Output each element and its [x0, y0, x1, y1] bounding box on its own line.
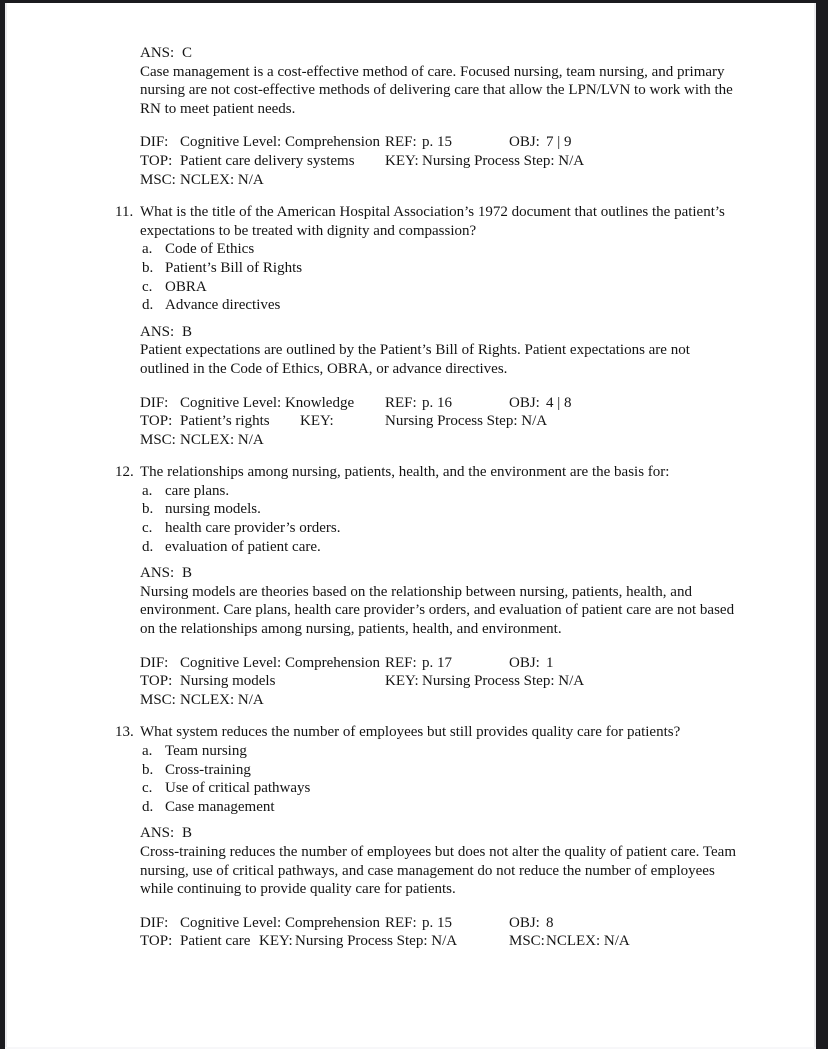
top-label: TOP:	[140, 152, 173, 169]
obj-value: 7 | 9	[546, 134, 572, 151]
question-number: 11.	[115, 204, 134, 221]
option-d	[140, 538, 741, 557]
msc-value: NCLEX: N/A	[180, 171, 264, 188]
option-letter: b.	[142, 259, 154, 276]
answer-block-q10	[140, 44, 741, 118]
option-text: care plans.	[165, 482, 230, 499]
option-text: evaluation of patient care.	[165, 538, 321, 555]
meta-row-dif	[140, 133, 741, 152]
top-value: Nursing models	[180, 673, 276, 690]
question-12	[115, 463, 741, 556]
top-label: TOP:	[140, 933, 173, 950]
answer-block-q11	[140, 323, 741, 379]
answer-value: B	[182, 825, 193, 842]
option-letter: d.	[142, 798, 154, 815]
ref-value: p. 15	[422, 134, 452, 151]
option-b	[140, 500, 741, 519]
msc-label: MSC:	[140, 691, 176, 708]
msc-value: NCLEX: N/A	[180, 431, 264, 448]
viewer-edge-right	[816, 0, 828, 1049]
option-c	[140, 519, 741, 538]
meta-row-top	[140, 672, 741, 691]
answer-line	[140, 44, 741, 63]
answer-value: B	[182, 323, 193, 340]
top-label: TOP:	[140, 413, 173, 430]
top-label: TOP:	[140, 673, 173, 690]
meta-block-q11	[140, 394, 741, 450]
question-text: What is the title of the American Hospital Association’s 1972 document that outlines the patient’s expectations to be treated with dignity and compassion?	[140, 204, 725, 239]
document-content	[115, 44, 741, 951]
option-letter: d.	[142, 538, 154, 555]
option-text: OBRA	[165, 278, 207, 295]
option-text: Cross-training	[165, 761, 251, 778]
key-value: Nursing Process Step: N/A	[385, 413, 548, 430]
meta-row-dif	[140, 914, 741, 933]
option-letter: a.	[142, 241, 153, 258]
obj-value: 8	[546, 914, 554, 931]
option-text: Code of Ethics	[165, 241, 255, 258]
ref-label: REF:	[385, 654, 417, 671]
msc-value: NCLEX: N/A	[546, 933, 630, 950]
obj-value: 4 | 8	[546, 394, 572, 411]
answer-line	[140, 824, 741, 843]
meta-row-dif	[140, 394, 741, 413]
option-text: Use of critical pathways	[165, 780, 311, 797]
answer-label: ANS:	[140, 45, 175, 61]
meta-row-msc	[140, 691, 741, 710]
dif-value: Cognitive Level: Comprehension	[180, 914, 380, 931]
dif-label: DIF:	[140, 654, 169, 671]
dif-label: DIF:	[140, 134, 169, 151]
question-line	[115, 463, 741, 482]
option-text: Patient’s Bill of Rights	[165, 259, 303, 276]
option-letter: b.	[142, 501, 154, 518]
option-c	[140, 779, 741, 798]
answer-block-q13	[140, 824, 741, 898]
answer-block-q12	[140, 564, 741, 638]
option-letter: c.	[142, 520, 153, 537]
obj-label: OBJ:	[509, 394, 540, 411]
answer-line	[140, 323, 741, 342]
rationale-text: Cross-training reduces the number of employees but does not alter the quality of patient care. Team nursing, use of critical pathways, and case management do not reduce the number of employees while continuing to provide quality care for patients.	[140, 843, 736, 898]
dif-value: Cognitive Level: Comprehension	[180, 654, 380, 671]
ref-value: p. 15	[422, 914, 452, 931]
meta-block-q13	[140, 914, 741, 951]
question-number: 13.	[115, 724, 134, 741]
dif-label: DIF:	[140, 914, 169, 931]
question-11	[115, 203, 741, 315]
question-number: 12.	[115, 464, 134, 481]
ref-value: p. 16	[422, 394, 452, 411]
option-text: nursing models.	[165, 501, 261, 518]
key-value: Nursing Process Step: N/A	[422, 673, 585, 690]
option-text: Case management	[165, 798, 275, 815]
meta-block-q10	[140, 133, 741, 189]
obj-label: OBJ:	[509, 654, 540, 671]
option-c	[140, 278, 741, 297]
option-b	[140, 259, 741, 278]
key-label: KEY:	[259, 933, 293, 950]
top-value: Patient’s rights	[180, 413, 270, 430]
ref-label: REF:	[385, 394, 417, 411]
dif-value: Cognitive Level: Comprehension	[180, 134, 380, 151]
option-letter: b.	[142, 761, 154, 778]
meta-row-top	[140, 152, 741, 171]
top-value: Patient care delivery systems	[180, 152, 355, 169]
dif-label: DIF:	[140, 394, 169, 411]
answer-label: ANS:	[140, 565, 175, 582]
key-label: KEY:	[300, 413, 334, 430]
dif-value: Cognitive Level: Knowledge	[180, 394, 355, 411]
ref-label: REF:	[385, 914, 417, 931]
meta-row-msc	[140, 431, 741, 450]
option-d	[140, 798, 741, 817]
option-a	[140, 482, 741, 501]
option-letter: c.	[142, 278, 153, 295]
obj-label: OBJ:	[509, 134, 540, 151]
page-border-left	[5, 0, 7, 1049]
option-a	[140, 240, 741, 259]
rationale-text: Patient expectations are outlined by the Patient’s Bill of Rights. Patient expectations are not outlined in the Code of Ethics, OBRA, or advance directives.	[140, 342, 690, 377]
question-text: What system reduces the number of employees but still provides quality care for patients?	[140, 724, 681, 741]
option-d	[140, 296, 741, 315]
ref-value: p. 17	[422, 654, 452, 671]
answer-line	[140, 564, 741, 583]
key-label: KEY:	[385, 673, 419, 690]
option-letter: d.	[142, 297, 154, 314]
question-13	[115, 723, 741, 816]
question-text: The relationships among nursing, patients, health, and the environment are the basis for:	[140, 464, 670, 481]
msc-label: MSC:	[140, 431, 176, 448]
question-line	[115, 203, 741, 240]
meta-row-top	[140, 412, 741, 431]
answer-label: ANS:	[140, 825, 175, 842]
option-letter: c.	[142, 780, 153, 797]
key-label: KEY:	[385, 152, 419, 169]
meta-block-q12	[140, 654, 741, 710]
option-b	[140, 761, 741, 780]
answer-value: B	[182, 565, 193, 582]
meta-row-dif	[140, 654, 741, 673]
msc-value: NCLEX: N/A	[180, 691, 264, 708]
answer-value: C	[182, 45, 193, 61]
question-line	[115, 723, 741, 742]
obj-label: OBJ:	[509, 914, 540, 931]
ref-label: REF:	[385, 134, 417, 151]
option-text: health care provider’s orders.	[165, 520, 341, 537]
key-value: Nursing Process Step: N/A	[295, 933, 458, 950]
option-a	[140, 742, 741, 761]
option-letter: a.	[142, 743, 153, 759]
viewer-edge-top	[0, 0, 828, 3]
option-letter: a.	[142, 482, 153, 499]
obj-value: 1	[546, 654, 554, 671]
key-value: Nursing Process Step: N/A	[422, 152, 585, 169]
meta-row-msc	[140, 171, 741, 190]
option-text: Advance directives	[165, 297, 281, 314]
msc-label: MSC:	[509, 933, 545, 950]
top-value: Patient care	[180, 933, 251, 950]
answer-label: ANS:	[140, 323, 175, 340]
rationale-text: Case management is a cost-effective method of care. Focused nursing, team nursing, and primary nursing are not cost-effective methods of delivering care that allow the LPN/LVN to work with the RN to meet patient needs.	[140, 63, 733, 117]
meta-row-top	[140, 932, 741, 951]
viewer-edge-left	[0, 0, 5, 1049]
msc-label: MSC:	[140, 171, 176, 188]
rationale-text: Nursing models are theories based on the relationship between nursing, patients, health, and environment. Care plans, health care provider’s orders, and evaluation of patient care are not based on the relationships among nursing, patients, health, and environment.	[140, 583, 735, 638]
option-text: Team nursing	[165, 743, 247, 759]
